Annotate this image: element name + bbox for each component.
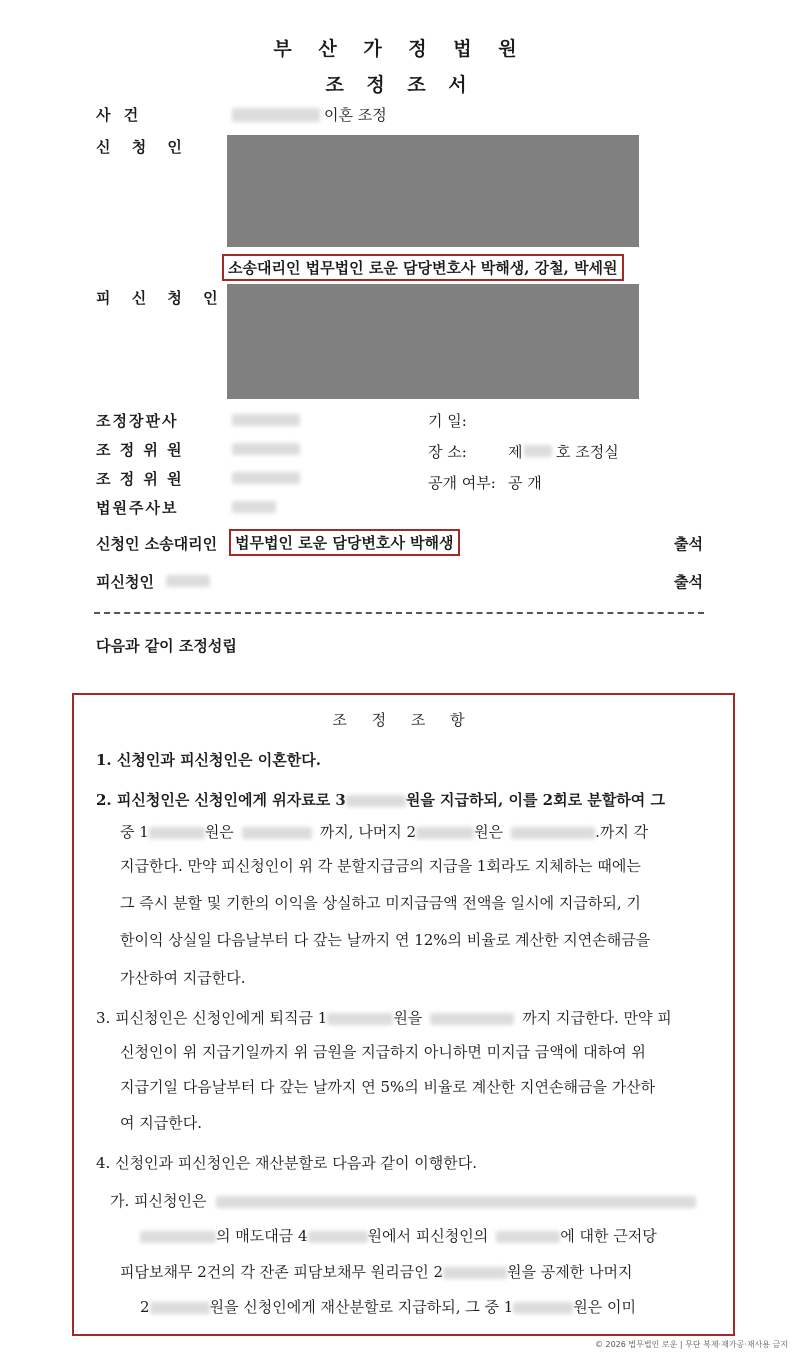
date-label: 기 일: [428,412,467,430]
document-title: 조 정 조 서 [325,74,475,96]
amount-redacted [416,827,474,839]
attendance-agent-highlight: 법무법인 로운 담당변호사 박해생 [229,529,460,556]
amount-redacted [150,1302,210,1314]
date-redacted [430,1013,514,1025]
property-redacted [140,1231,216,1243]
respondent-status: 출석 [674,573,703,591]
judge-name-redacted [232,414,300,426]
amount-redacted [513,1302,573,1314]
clerk-name-redacted [232,501,276,513]
section-divider [94,612,704,614]
case-type: 이혼 조정 [324,106,387,124]
term-4-ga-line-2: 의 매도대금 4 원에서 피신청인의 에 대한 근저당 [140,1225,657,1246]
address-redacted [216,1196,696,1208]
date-redacted [242,827,312,839]
public-label: 공개 여부: [428,474,496,492]
court-name: 부 산 가 정 법 원 [273,38,527,60]
member2-name-redacted [232,472,300,484]
term-2-line-5: 한이익 상실일 다음날부터 다 갚는 날까지 연 12%의 비율로 계산한 지연손해금을 [120,931,651,949]
applicant-agent-highlight: 소송대리인 법무법인 로운 담당변호사 박해생, 강철, 박세원 [222,254,624,281]
room-number-redacted [524,445,552,457]
respondent-name-redacted [166,575,210,587]
respondent-redacted-box [227,284,639,399]
amount-redacted [149,827,205,839]
amount-redacted [308,1231,368,1243]
copyright-footer: © 2026 법무법인 로운 | 무단 복제·재가공·재사용 금지 [594,1340,788,1349]
judge-label: 조정장판사 [96,412,179,430]
applicant-label: 신 청 인 [96,138,190,156]
term-3-line-4: 여 지급한다. [120,1114,202,1132]
case-label: 사 건 [96,106,143,124]
place-prefix: 제 [508,443,523,461]
terms-title: 조 정 조 항 [332,711,475,729]
public-value: 공 개 [508,474,542,492]
respondent-label: 피 신 청 인 [96,289,226,307]
clerk-label: 법원주사보 [96,499,179,517]
place-label: 장 소: [428,443,467,461]
term-4-ga-line-3: 피담보채무 2건의 각 잔존 피담보채무 원리금인 2 원을 공제한 나머지 [120,1263,633,1281]
terms-section [72,693,735,1336]
term-4-ga-line-1: 가. 피신청인은 [110,1190,696,1211]
date-redacted [511,827,595,839]
respondent-attendance-label: 피신청인 [96,573,154,591]
term-3-line-3: 지급기일 다음날부터 다 갚는 날까지 연 5%의 비율로 계산한 지연손해금을 가산하 [120,1078,656,1096]
member1-name-redacted [232,443,300,455]
term-3-line-1: 3. 피신청인은 신청인에게 퇴직금 1 원을 까지 지급한다. 만약 피 [96,1009,672,1027]
term-2-line-2: 중 1 원은 까지, 나머지 2 원은 .까지 각 [120,823,649,841]
term-4-ga-line-4: 2 원을 신청인에게 재산분할로 지급하되, 그 중 1 원은 이미 [140,1298,637,1316]
term-1: 1. 신청인과 피신청인은 이혼한다. [96,751,321,769]
term-3-line-2: 신청인이 위 지급기일까지 위 금원을 지급하지 아니하면 미지급 금액에 대하여 위 [120,1043,646,1061]
member2-label: 조 정 위 원 [96,470,184,488]
applicant-redacted-box [227,135,639,247]
term-4: 4. 신청인과 피신청인은 재산분할로 다음과 같이 이행한다. [96,1154,477,1172]
amount-redacted [327,1013,393,1025]
property-redacted [496,1231,560,1243]
member1-label: 조 정 위 원 [96,441,184,459]
term-2-line-4: 그 즉시 분할 및 기한의 이익을 상실하고 미지급금액 전액을 일시에 지급하되, 기 [120,894,641,912]
term-2-line-6: 가산하여 지급한다. [120,969,246,987]
term-2-line-3: 지급한다. 만약 피신청인이 위 각 분할지급금의 지급을 1회라도 지체하는 때에는 [120,857,641,875]
term-2-line-1: 2. 피신청인은 신청인에게 위자료로 3 원을 지급하되, 이를 2회로 분할하여 그 [96,791,665,809]
place-suffix: 호 조정실 [556,443,619,461]
case-number-redacted [232,108,320,122]
applicant-agent-label: 신청인 소송대리인 [96,535,218,553]
applicant-status: 출석 [674,535,703,553]
amount-redacted [346,795,406,807]
amount-redacted [443,1267,507,1279]
agreement-text: 다음과 같이 조정성립 [96,637,237,655]
